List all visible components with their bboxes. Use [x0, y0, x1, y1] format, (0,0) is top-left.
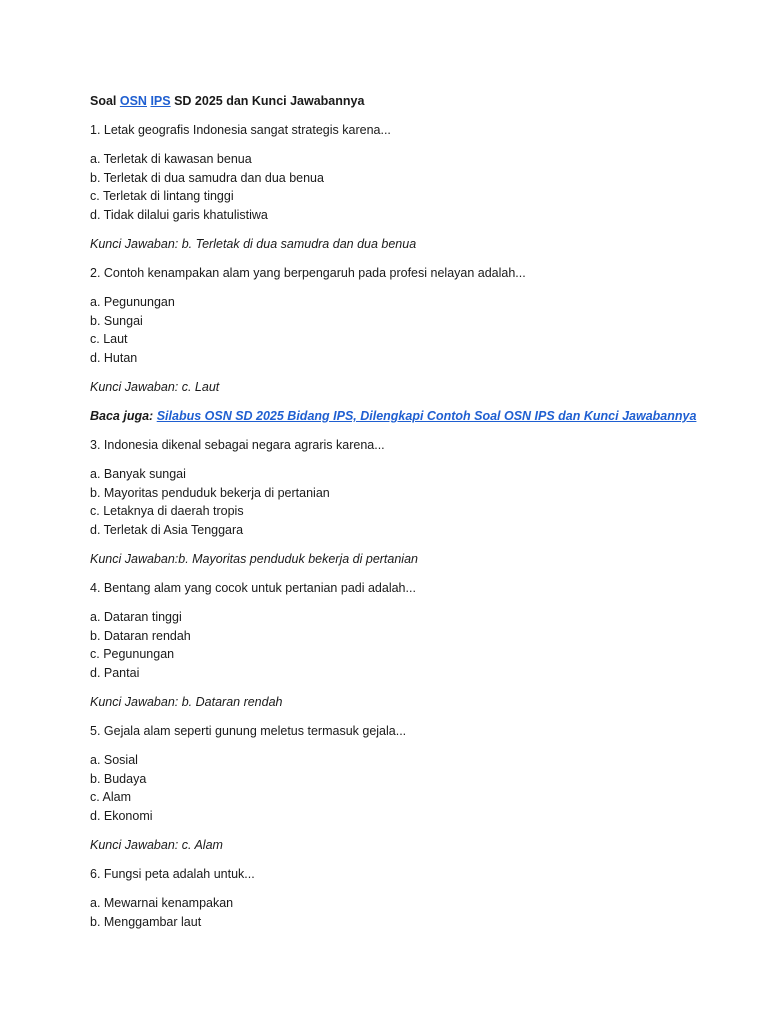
- option-list: [90, 150, 710, 224]
- option-item: d. Ekonomi: [90, 808, 153, 823]
- question-text: 5. Gejala alam seperti gunung meletus termasuk gejala...: [90, 724, 407, 738]
- option-item: a. Banyak sungai: [90, 467, 186, 481]
- option-list: [90, 894, 710, 931]
- option-item: b. Mayoritas penduduk bekerja di pertanian: [90, 485, 330, 500]
- see-also: [90, 407, 710, 425]
- option-list: [90, 608, 710, 682]
- see-also-link[interactable]: Silabus OSN SD 2025 Bidang IPS, Dilengkapi Contoh Soal OSN IPS dan Kunci Jawabannya: [156, 409, 697, 423]
- title-link-ips[interactable]: IPS: [150, 94, 171, 108]
- option-item: b. Budaya: [90, 771, 147, 786]
- option-item: b. Menggambar laut: [90, 914, 202, 929]
- answer-key: Kunci Jawaban: c. Laut: [90, 380, 220, 394]
- option-item: b. Terletak di dua samudra dan dua benua: [90, 170, 324, 185]
- option-item: a. Terletak di kawasan benua: [90, 152, 252, 166]
- option-item: a. Mewarnai kenampakan: [90, 896, 234, 910]
- option-item: c. Laut: [90, 332, 128, 346]
- question-text: 3. Indonesia dikenal sebagai negara agraris karena...: [90, 438, 385, 452]
- option-item: d. Terletak di Asia Tenggara: [90, 522, 244, 537]
- see-also-lead: Baca juga:: [90, 409, 154, 423]
- option-item: c. Letaknya di daerah tropis: [90, 504, 244, 518]
- question-text: 4. Bentang alam yang cocok untuk pertanian padi adalah...: [90, 581, 416, 595]
- option-item: d. Hutan: [90, 350, 138, 365]
- document-page: [90, 92, 710, 942]
- answer-key: Kunci Jawaban:b. Mayoritas penduduk bekerja di pertanian: [90, 552, 418, 566]
- title-link-osn[interactable]: OSN: [119, 94, 147, 108]
- question-text: 2. Contoh kenampakan alam yang berpengaruh pada profesi nelayan adalah...: [90, 266, 526, 280]
- option-item: b. Dataran rendah: [90, 628, 191, 643]
- option-item: a. Pegunungan: [90, 295, 175, 309]
- question-text: 6. Fungsi peta adalah untuk...: [90, 867, 255, 881]
- answer-key: Kunci Jawaban: c. Alam: [90, 838, 223, 852]
- option-item: c. Pegunungan: [90, 647, 175, 661]
- answer-key: Kunci Jawaban: b. Terletak di dua samudra dan dua benua: [90, 237, 417, 251]
- option-list: [90, 293, 710, 367]
- option-item: d. Pantai: [90, 665, 140, 680]
- option-list: [90, 465, 710, 539]
- answer-key: Kunci Jawaban: b. Dataran rendah: [90, 695, 283, 709]
- document-title: [90, 92, 710, 110]
- option-item: a. Dataran tinggi: [90, 610, 182, 624]
- option-item: b. Sungai: [90, 313, 143, 328]
- title-prefix: Soal: [90, 94, 120, 108]
- title-suffix: SD 2025 dan Kunci Jawabannya: [170, 94, 365, 108]
- option-item: c. Terletak di lintang tinggi: [90, 189, 234, 203]
- option-item: a. Sosial: [90, 753, 138, 767]
- option-list: [90, 751, 710, 825]
- option-item: c. Alam: [90, 790, 131, 804]
- question-text: 1. Letak geografis Indonesia sangat strategis karena...: [90, 123, 391, 137]
- option-item: d. Tidak dilalui garis khatulistiwa: [90, 207, 268, 222]
